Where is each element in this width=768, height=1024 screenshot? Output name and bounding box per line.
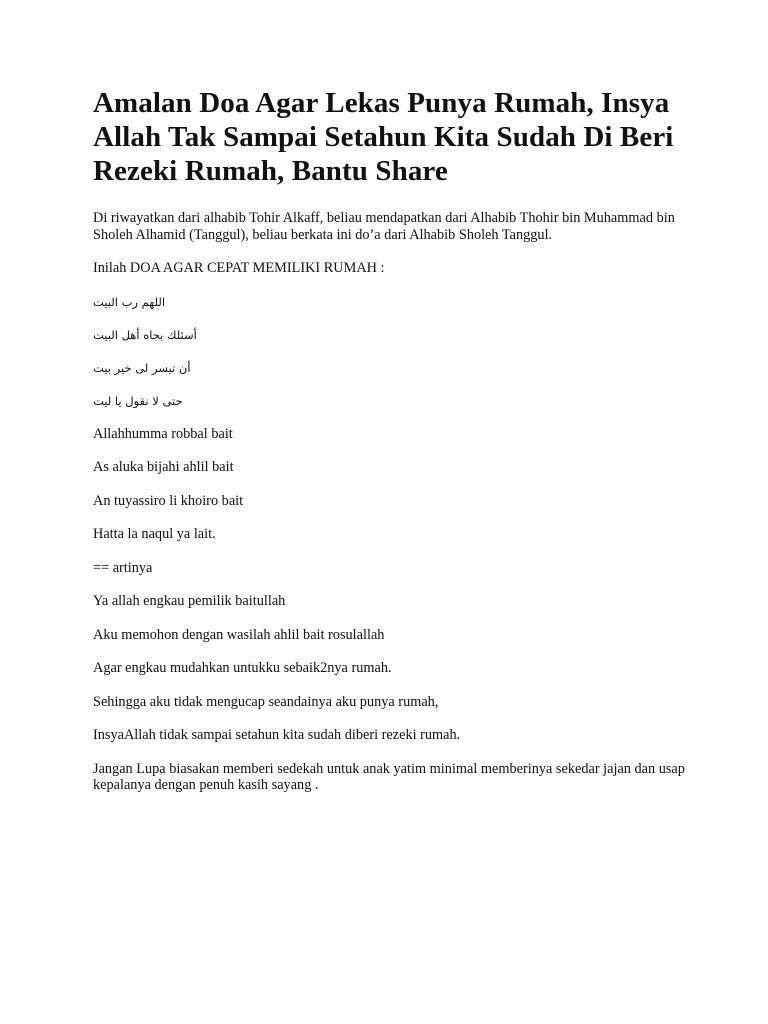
meaning-line: Ya allah engkau pemilik baitullah	[93, 593, 286, 609]
latin-line: Allahhumma robbal bait	[93, 425, 233, 442]
latin-line: An tuyassiro li khoiro bait	[93, 492, 244, 509]
meaning-line: Agar engkau mudahkan untukku sebaik2nya rumah.	[93, 660, 392, 676]
document-page	[93, 86, 693, 811]
closing-paragraph: Jangan Lupa biasakan memberi sedekah untuk anak yatim minimal memberinya sekedar jajan dan usap kepalanya dengan penuh kasih sayang .	[93, 760, 685, 793]
meaning-line: Aku memohon dengan wasilah ahlil bait rosulallah	[93, 626, 385, 643]
latin-line: As aluka bijahi ahlil bait	[93, 459, 234, 475]
doa-heading: Inilah DOA AGAR CEPAT MEMILIKI RUMAH :	[93, 260, 385, 276]
artinya-label: == artinya	[93, 559, 153, 576]
meaning-line: Sehingga aku tidak mengucap seandainya aku punya rumah,	[93, 693, 439, 710]
arabic-line: أن تيسر لى خير بيت	[93, 360, 191, 375]
document-title: Amalan Doa Agar Lekas Punya Rumah, Insya Allah Tak Sampai Setahun Kita Sudah Di Beri Rezeki Rumah, Bantu Share	[93, 87, 674, 187]
meaning-line: InsyaAllah tidak sampai setahun kita sudah diberi rezeki rumah.	[93, 727, 461, 743]
latin-line: Hatta la naqul ya lait.	[93, 526, 216, 542]
arabic-line: حتى لا نقول يا ليت	[93, 393, 183, 408]
intro-paragraph: Di riwayatkan dari alhabib Tohir Alkaff, beliau mendapatkan dari Alhabib Thohir bin Muhammad bin Sholeh Alhamid (Tanggul), beliau berkata ini do’a dari Alhabib Sholeh Tanggul.	[93, 210, 675, 243]
arabic-line: اللهم رب البيت	[93, 294, 166, 309]
arabic-line: أسئلك بجاه أهل البيت	[93, 327, 197, 342]
